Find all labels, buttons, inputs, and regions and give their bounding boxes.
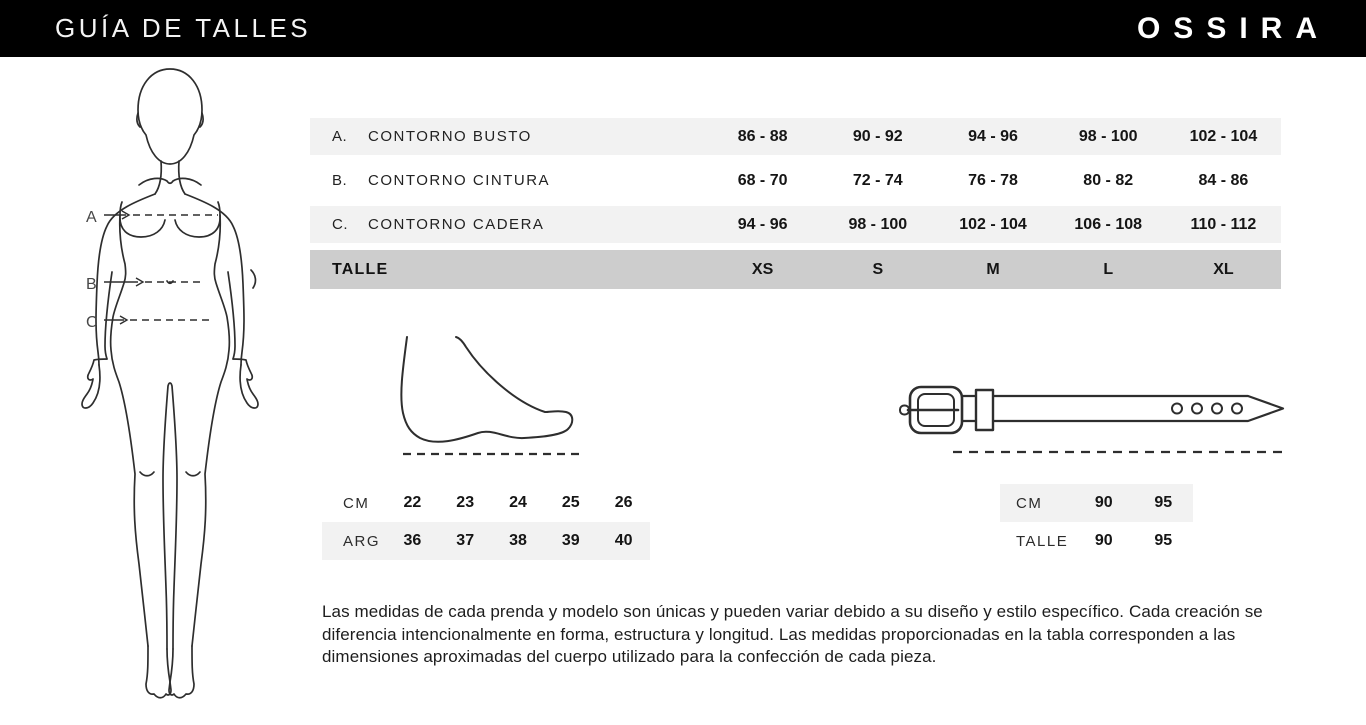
- header-bar: [0, 0, 1366, 57]
- cell-value: 90: [1094, 494, 1113, 511]
- measure-label-b: B: [86, 276, 98, 293]
- brand-logo: OSSIRA: [1136, 11, 1330, 45]
- cell-value: 24: [509, 494, 527, 511]
- cell-value: 90: [1094, 532, 1113, 549]
- row-label: CONTORNO CADERA: [368, 216, 545, 233]
- cell-value: 90 - 92: [852, 127, 903, 145]
- row-label: ARG: [343, 532, 381, 550]
- cell-value: 25: [561, 494, 580, 511]
- measurements-table: [310, 118, 1281, 289]
- row-label: CM: [343, 494, 370, 512]
- cell-value: S: [872, 260, 884, 278]
- cell-value: L: [1103, 260, 1114, 278]
- table-row-talle: [1000, 522, 1193, 560]
- cell-value: 37: [456, 532, 475, 549]
- row-label: CM: [1016, 494, 1043, 512]
- table-row-size: [310, 250, 1281, 289]
- row-letter: A.: [332, 128, 348, 145]
- table-row-hip: [310, 206, 1281, 243]
- cell-value: XL: [1213, 260, 1234, 278]
- body-figure-illustration: [55, 63, 295, 718]
- cell-value: 98 - 100: [1078, 127, 1138, 145]
- cell-value: 94 - 96: [968, 127, 1018, 145]
- cell-value: 36: [403, 532, 422, 549]
- cell-value: 95: [1154, 494, 1173, 511]
- cell-value: 106 - 108: [1074, 215, 1143, 233]
- cell-value: 22: [403, 494, 422, 511]
- belt-illustration: [898, 376, 1298, 461]
- table-row-waist: [310, 162, 1281, 199]
- cell-value: 110 - 112: [1190, 215, 1257, 233]
- row-label: CONTORNO CINTURA: [368, 172, 551, 189]
- cell-value: 76 - 78: [968, 171, 1018, 189]
- cell-value: 102 - 104: [1189, 127, 1258, 145]
- table-row-arg: [322, 522, 650, 560]
- cell-value: 38: [509, 532, 527, 549]
- row-letter: C.: [332, 216, 348, 233]
- shoe-size-table: [322, 484, 650, 560]
- measure-label-a: A: [86, 209, 98, 226]
- table-row-cm: [322, 484, 650, 522]
- belt-size-table: [1000, 484, 1193, 560]
- cell-value: 102 - 104: [959, 215, 1027, 233]
- cell-value: 94 - 96: [737, 215, 788, 233]
- page-title: GUÍA DE TALLES: [55, 13, 312, 43]
- cell-value: 26: [614, 494, 633, 511]
- row-label: CONTORNO BUSTO: [368, 128, 532, 145]
- cell-value: 84 - 86: [1198, 171, 1249, 189]
- cell-value: 23: [456, 494, 475, 511]
- row-letter: B.: [332, 172, 348, 189]
- cell-value: 95: [1154, 532, 1173, 549]
- size-disclaimer-text: Las medidas de cada prenda y modelo son únicas y pueden variar debido a su diseño y estilo específico. Cada creación se diferencia intencionalmente en forma, estructura y longitud. Las medidas proporcionadas en la tabla corresponden a las dimensiones aproximadas del cuerpo utilizado para la confección de cada pieza.: [322, 602, 1263, 666]
- cell-value: 40: [614, 532, 633, 549]
- measure-label-c: C: [86, 314, 99, 331]
- cell-value: 68 - 70: [737, 171, 788, 189]
- cell-value: 80 - 82: [1083, 171, 1134, 189]
- cell-value: 72 - 74: [852, 171, 903, 189]
- cell-value: XS: [751, 260, 774, 278]
- cell-value: 98 - 100: [848, 215, 908, 233]
- table-row-cm: [1000, 484, 1193, 522]
- cell-value: M: [986, 260, 1000, 278]
- row-label: TALLE: [332, 260, 389, 278]
- row-label: TALLE: [1016, 532, 1069, 550]
- cell-value: 86 - 88: [737, 127, 788, 145]
- foot-illustration: [393, 333, 593, 463]
- cell-value: 39: [561, 532, 580, 549]
- table-row-bust: [310, 118, 1281, 155]
